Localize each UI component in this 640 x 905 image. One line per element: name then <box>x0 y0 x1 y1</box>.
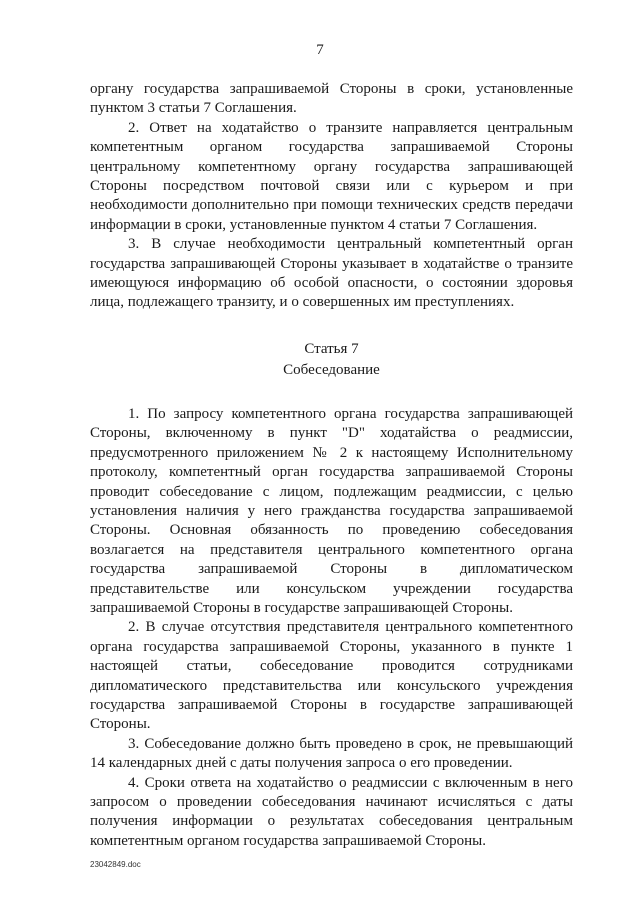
article-title: Собеседование <box>283 361 380 378</box>
document-body <box>90 80 573 851</box>
paragraph-3: 3. В случае необходимости центральный компетентный орган государства запрашивающей Стороны указывает в ходатайстве о транзите имеющуюся информацию об особой опасности, о состоянии здоровья лица, подлежащего транзиту, и о совершенных им преступлениях. <box>90 236 573 311</box>
article-paragraph-2: 2. В случае отсутствия представителя центрального компетентного органа государства запрашиваемой Стороны, указанного в пункте 1 настоящей статьи, собеседование проводится сотрудниками дипломатического представительства или консульского учреждения государства запрашиваемой Стороны в государстве запрашивающей Стороны. <box>90 619 573 733</box>
paragraph-2: 2. Ответ на ходатайство о транзите направляется центральным компетентным органом государства запрашиваемой Стороны центральному компетентному органу государства запрашивающей Стороны посредством почтовой связи или с курьером и при необходимости дополнительно при помощи технических средств передачи информации в сроки, установленные пунктом 4 статьи 7 Соглашения. <box>90 119 573 233</box>
article-paragraph-4: 4. Сроки ответа на ходатайство о реадмиссии с включенным в него запросом о проведении собеседования начинают исчисляться с даты получения информации о результатах собеседования центральным компетентным органом государства запрашиваемой Стороны. <box>90 774 573 849</box>
page-number: 7 <box>316 42 324 58</box>
article-heading <box>90 339 573 381</box>
paragraph-continuation: органу государства запрашиваемой Стороны в сроки, установленные пунктом 3 статьи 7 Соглашения. <box>90 81 573 117</box>
article-number: Статья 7 <box>304 340 359 357</box>
article-paragraph-3: 3. Собеседование должно быть проведено в срок, не превышающий 14 календарных дней с даты получения запроса о его проведении. <box>90 735 573 772</box>
article-paragraph-1: 1. По запросу компетентного органа государства запрашивающей Стороны, включенному в пункт "D" ходатайства о реадмиссии, предусмотренного приложением № 2 к настоящему Исполнительному протоколу, компетентный орган государства запрашиваемой Стороны проводит собеседование с лицом, подлежащим реадмиссии, с целью установления наличия у него гражданства государства запрашиваемой Стороны. Основная обязанность по проведению собеседования возлагается на представителя центрального компетентного органа государства запрашиваемой Стороны в дипломатическом представительстве или консульском учреждении государства запрашиваемой Стороны в государстве запрашивающей Стороны. <box>90 405 573 616</box>
file-name-footer: 23042849.doc <box>90 860 141 869</box>
